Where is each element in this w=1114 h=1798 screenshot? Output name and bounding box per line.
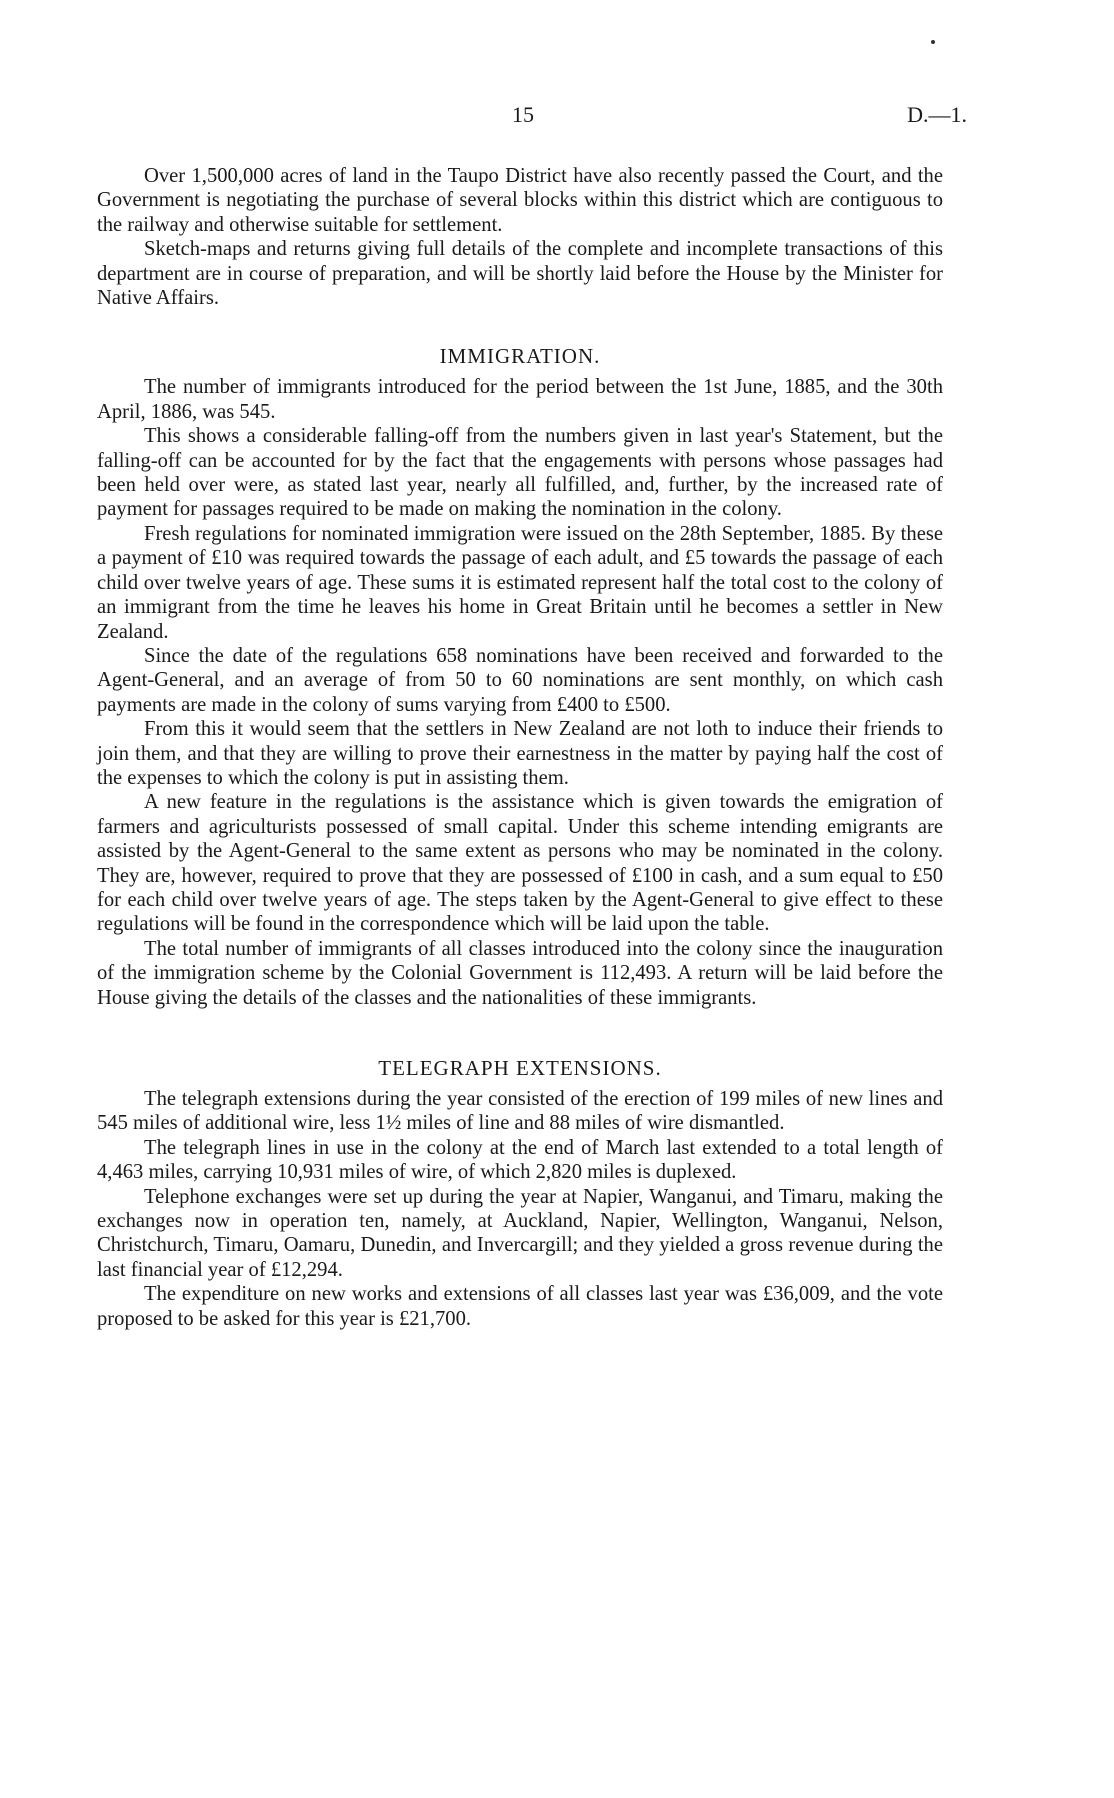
paragraph-settlers-earnestness: From this it would seem that the settlers in New Zealand are not loth to induce their friends to join them, and that they are willing to prove their earnestness in the matter by paying half the cost of the expenses to which the colony is put in assisting them. [97,718,943,789]
paragraph-expenditure: The expenditure on new works and extensions of all classes last year was £36,009, and the vote proposed to be asked for this year is £21,700. [97,1283,943,1330]
paragraph-nominations: Since the date of the regulations 658 nominations have been received and forwarded to the Agent-General, and an average of from 50 to 60 nominations are sent monthly, on which cash payments are made in the colony of sums varying from £400 to £500. [97,644,943,716]
paragraph-immigrants-number: The number of immigrants introduced for the period between the 1st June, 1885, and the 30th April, 1886, was 545. [97,376,943,423]
paragraph-fresh-regulations: Fresh regulations for nominated immigration were issued on the 28th September, 1885. By these a payment of £10 was required towards the passage of each adult, and £5 towards the passage of each child over twelve years of age. These sums it is estimated represent half the total cost to the colony of an immigrant from the time he leaves his home in Great Britain until he becomes a settler in New Zealand. [97,522,943,643]
page-number: 15 [512,102,534,127]
paragraph-taupo-district: Over 1,500,000 acres of land in the Taupo District have also recently passed the Court, and the Government is negotiating the purchase of several blocks within this district which are contiguous to the railway and otherwise suitable for settlement. [97,165,943,236]
paragraph-falling-off: This shows a considerable falling-off from the numbers given in last year's Statement, but the falling-off can be accounted for by the fact that the engagements with persons whose passages had been held over were, as stated last year, nearly all fulfilled, and, further, by the increased rate of payment for passages required to be made on making the nomination in the colony. [97,425,943,521]
paragraph-new-feature: A new feature in the regulations is the assistance which is given towards the emigration of farmers and agriculturists possessed of small capital. Under this scheme intending emigrants are assisted by the Agent-General to the same extent as persons who may be nominated in the colony. They are, however, required to prove that they are possessed of £100 in cash, and a sum equal to £50 for each child over twelve years of age. The steps taken by the Agent-General to give effect to these regulations will be found in the correspondence which will be laid upon the table. [97,791,943,936]
page-body [97,164,943,1331]
page-header [0,102,1114,138]
paragraph-total-immigrants: The total number of immigrants of all classes introduced into the colony since the inauguration of the immigration scheme by the Colonial Government is 112,493. A return will be laid before the House giving the details of the classes and the nationalities of these immigrants. [97,937,943,1009]
section-heading-telegraph: TELEGRAPH EXTENSIONS. [378,1056,662,1080]
paragraph-telegraph-lines: The telegraph lines in use in the colony at the end of March last extended to a total length of 4,463 miles, carrying 10,931 miles of wire, of which 2,820 miles is duplexed. [97,1136,943,1184]
paragraph-telegraph-extensions: The telegraph extensions during the year consisted of the erection of 199 miles of new lines and 545 miles of additional wire, less 1½ miles of line and 88 miles of wire dismantled. [97,1088,943,1135]
paragraph-telephone-exchanges: Telephone exchanges were set up during the year at Napier, Wanganui, and Timaru, making the exchanges now in operation ten, namely, at Auckland, Napier, Wellington, Wanganui, Nelson, Christchurch, Timaru, Oamaru, Dunedin, and Invercargill; and they yielded a gross revenue during the last financial year of £12,294. [97,1185,943,1281]
section-heading-immigration: IMMIGRATION. [439,344,601,369]
document-reference: D.—1. [907,102,967,127]
paragraph-sketch-maps: Sketch-maps and returns giving full details of the complete and incomplete transactions of this department are in course of preparation, and will be shortly laid before the House by the Minister for Native Affairs. [97,238,943,310]
margin-dot-mark [931,40,935,44]
